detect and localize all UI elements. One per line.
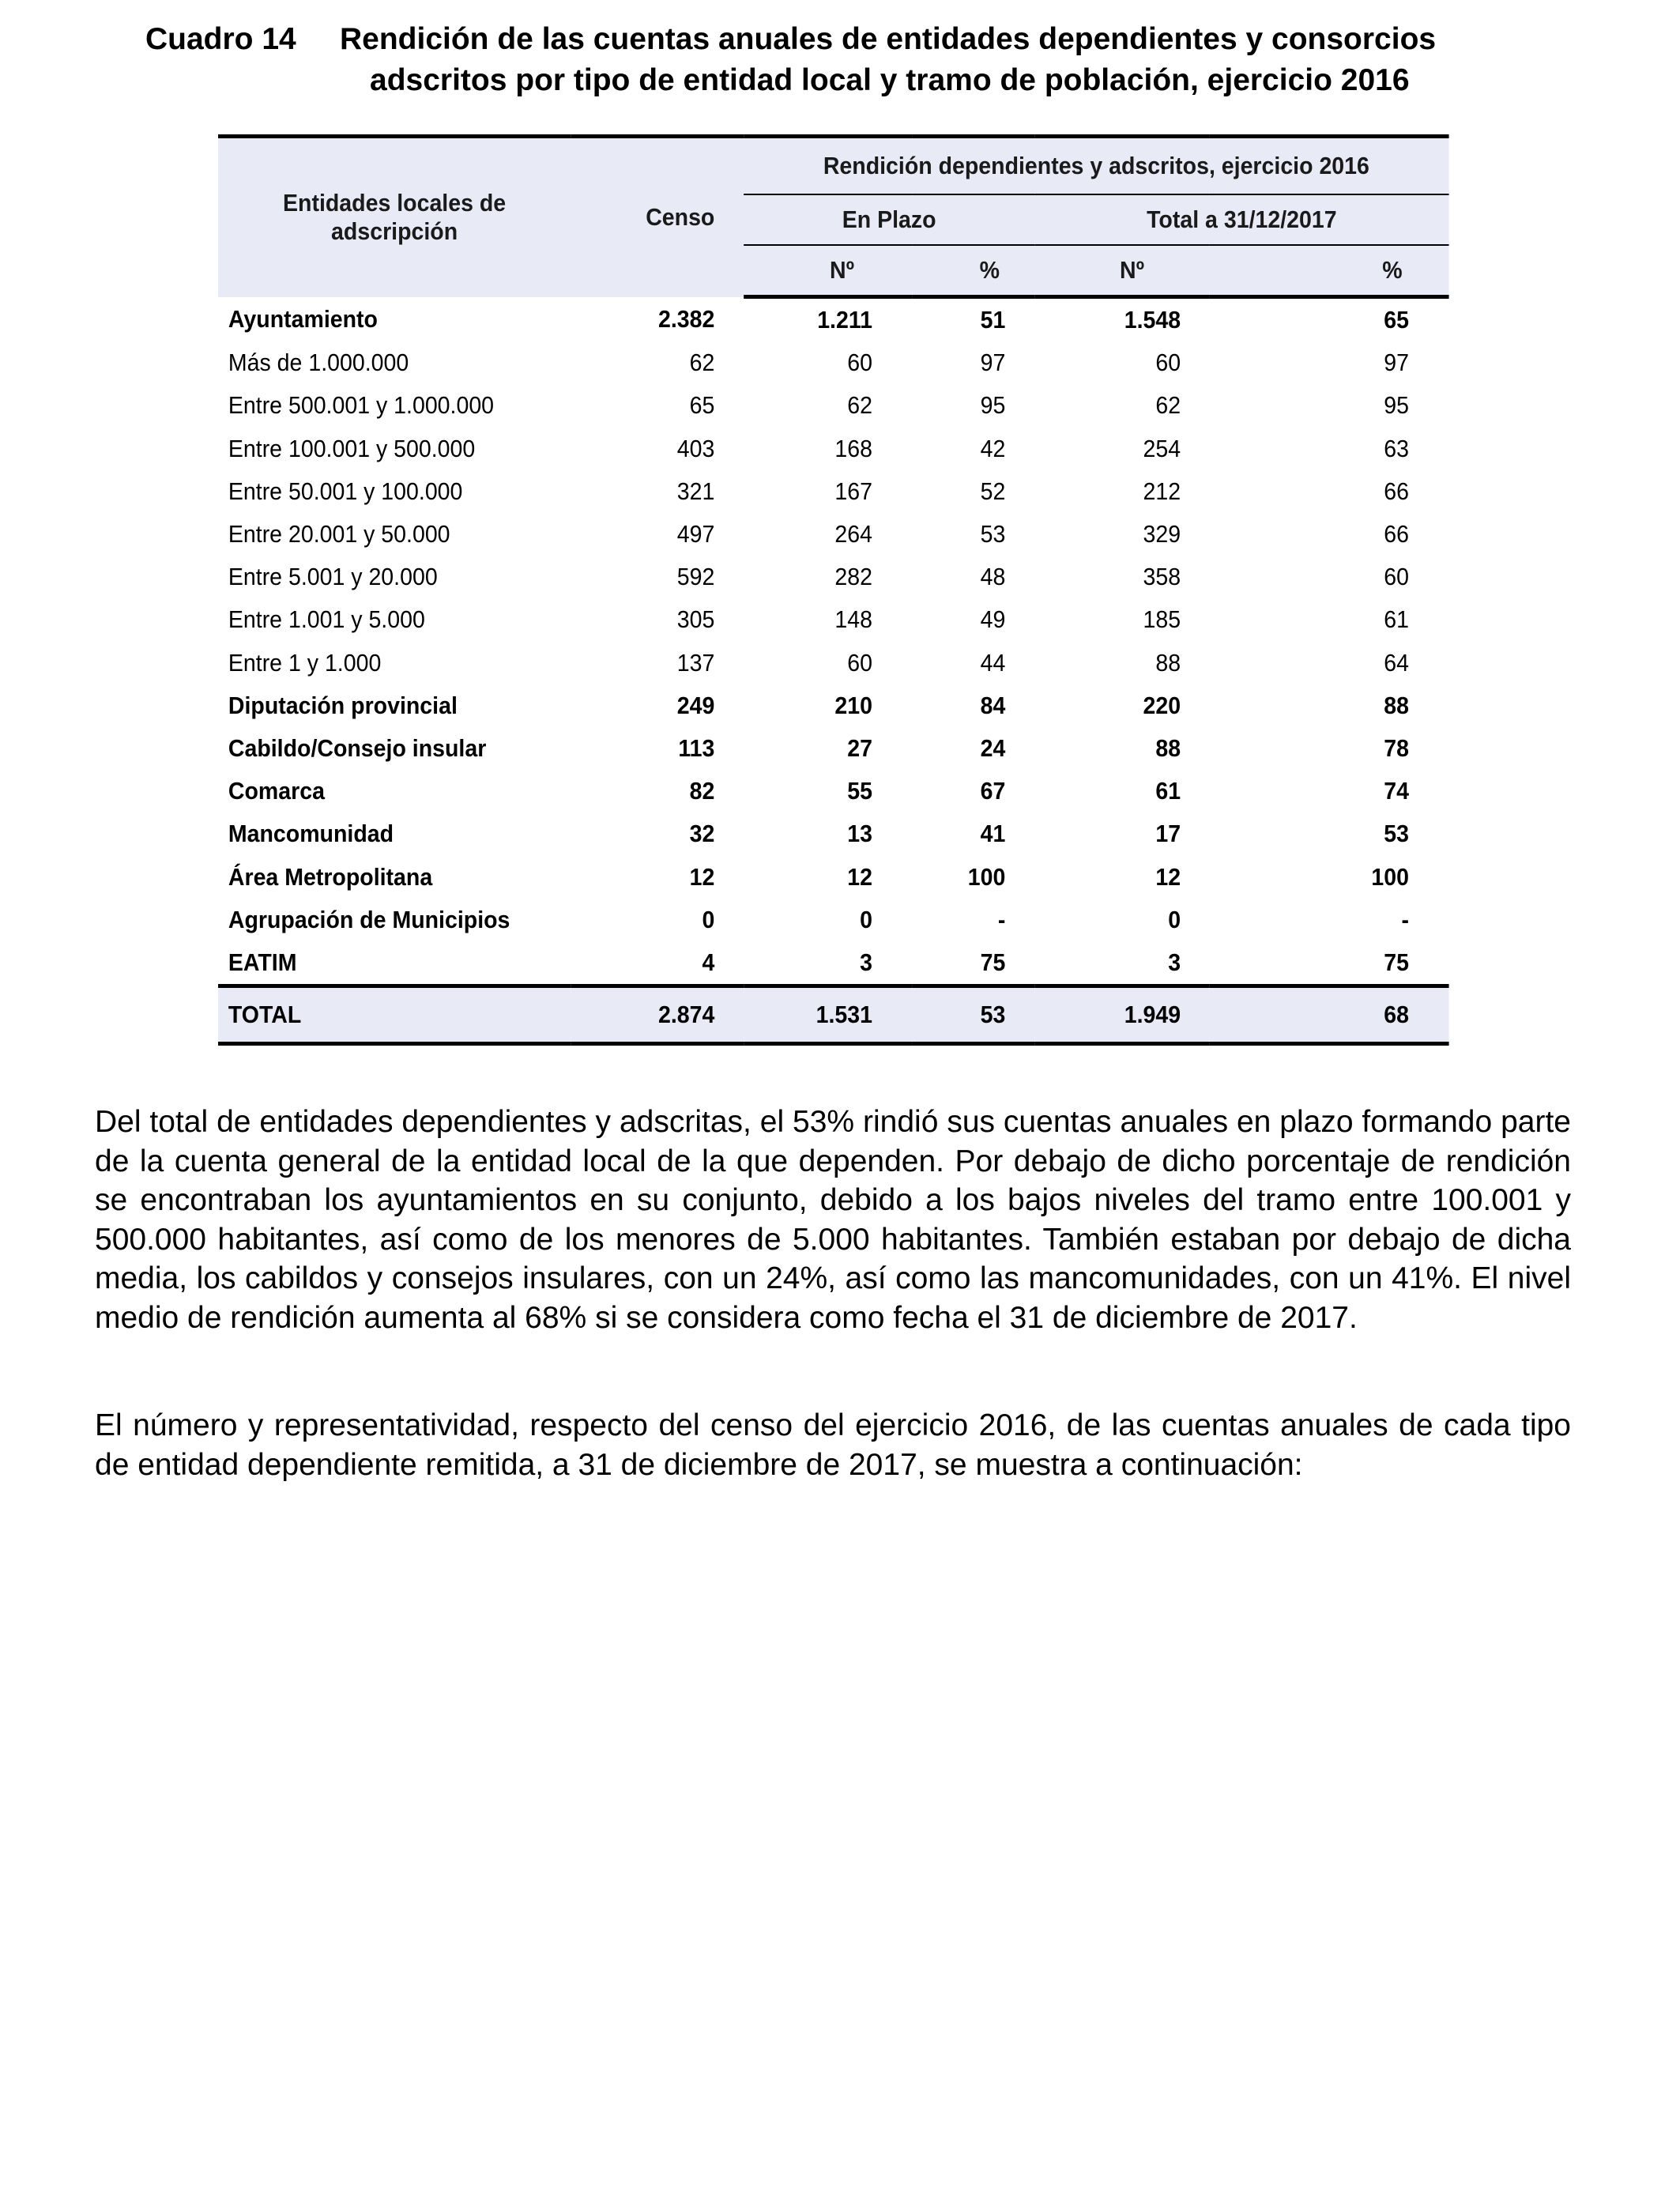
table-row: [218, 297, 1449, 342]
cell-p-plazo: 52: [980, 477, 1006, 505]
cell-censo: 249: [676, 691, 715, 719]
table-row: [218, 556, 1449, 598]
cell-censo: 321: [676, 477, 715, 505]
table-row: [218, 428, 1449, 470]
cell-censo: 12: [689, 862, 715, 891]
table-row: [218, 384, 1449, 427]
caption-line-1: [145, 19, 1568, 60]
header-censo: Censo: [571, 137, 744, 297]
header-p-total: %: [1210, 245, 1449, 297]
cell-p-plazo: 53: [980, 520, 1006, 548]
cell-p-plazo: 84: [980, 691, 1006, 719]
cell-n-total: 12: [1155, 862, 1181, 891]
total-censo: 2.874: [571, 986, 744, 1044]
cell-p-total: 60: [1384, 563, 1409, 591]
caption-label: Cuadro 14: [145, 22, 296, 56]
cell-p-total: 95: [1384, 391, 1409, 420]
table-body: [218, 297, 1449, 986]
cell-n-total: 329: [1143, 520, 1181, 548]
table-caption: [145, 19, 1568, 101]
cell-n-plazo: 60: [847, 648, 872, 677]
cell-name: Agrupación de Municipios: [228, 905, 510, 933]
cell-n-total: 220: [1143, 691, 1181, 719]
cell-n-plazo: 62: [847, 391, 872, 420]
table-row: [218, 941, 1449, 986]
cell-p-total: 75: [1384, 948, 1409, 976]
cell-p-total: 53: [1384, 820, 1409, 848]
cell-name: Diputación provincial: [228, 691, 458, 719]
table-container: [218, 134, 1449, 1046]
rendition-table: [218, 134, 1449, 1046]
cell-name: Entre 1.001 y 5.000: [228, 605, 425, 634]
header-p-plazo: %: [913, 245, 1035, 297]
cell-p-plazo: 44: [980, 648, 1006, 677]
cell-p-plazo: 24: [980, 733, 1006, 762]
cell-name: Entre 1 y 1.000: [228, 648, 382, 677]
cell-name: Entre 20.001 y 50.000: [228, 520, 450, 548]
cell-n-plazo: 12: [847, 862, 872, 891]
cell-n-total: 358: [1143, 563, 1181, 591]
cell-p-plazo: 49: [980, 605, 1006, 634]
cell-name: Entre 50.001 y 100.000: [228, 477, 463, 505]
caption-title-line-2: adscritos por tipo de entidad local y tramo de población, ejercicio 2016: [370, 63, 1410, 97]
cell-n-plazo: 282: [834, 563, 872, 591]
total-n-total: 1.949: [1034, 986, 1210, 1044]
table-row: [218, 855, 1449, 898]
cell-censo: 32: [689, 820, 715, 848]
cell-n-total: 1.548: [1124, 306, 1181, 334]
cell-n-plazo: 3: [860, 948, 872, 976]
cell-n-total: 60: [1155, 349, 1181, 377]
cell-p-total: 63: [1384, 434, 1409, 462]
cell-p-total: 61: [1384, 605, 1409, 634]
cell-p-plazo: 75: [980, 948, 1006, 976]
cell-censo: 137: [676, 648, 715, 677]
cell-censo: 62: [689, 349, 715, 377]
cell-n-plazo: 168: [834, 434, 872, 462]
header-en-plazo: En Plazo: [744, 194, 1034, 245]
cell-name: EATIM: [228, 948, 297, 976]
cell-p-total: 78: [1384, 733, 1409, 762]
table-row: [218, 341, 1449, 384]
total-n-plazo: 1.531: [744, 986, 912, 1044]
table-row: [218, 470, 1449, 513]
cell-censo: 305: [676, 605, 715, 634]
cell-n-total: 62: [1155, 391, 1181, 420]
cell-n-plazo: 167: [834, 477, 872, 505]
cell-censo: 497: [676, 520, 715, 548]
cell-censo: 4: [702, 948, 715, 976]
cell-n-total: 0: [1168, 905, 1181, 933]
cell-p-total: 66: [1384, 477, 1409, 505]
cell-censo: 65: [689, 391, 715, 420]
cell-p-plazo: 51: [980, 306, 1006, 334]
cell-name: Entre 100.001 y 500.000: [228, 434, 476, 462]
cell-n-plazo: 148: [834, 605, 872, 634]
table-row: [218, 684, 1449, 727]
cell-name: Entre 500.001 y 1.000.000: [228, 391, 495, 420]
cell-p-plazo: -: [997, 905, 1006, 933]
caption-title-line-1: Rendición de las cuentas anuales de entidades dependientes y consorcios: [340, 22, 1437, 56]
cell-n-total: 88: [1155, 648, 1181, 677]
cell-p-plazo: 41: [980, 820, 1006, 848]
cell-name: Ayuntamiento: [228, 304, 378, 333]
cell-n-total: 88: [1155, 733, 1181, 762]
cell-name: Entre 5.001 y 20.000: [228, 563, 438, 591]
cell-p-total: 65: [1384, 306, 1409, 334]
header-entity: Entidades locales de adscripción: [218, 137, 571, 297]
table-row: [218, 727, 1449, 770]
cell-name: Área Metropolitana: [228, 862, 433, 891]
table-footer: [218, 986, 1449, 1044]
cell-p-plazo: 67: [980, 777, 1006, 805]
cell-n-plazo: 13: [847, 820, 872, 848]
cell-p-total: -: [1401, 905, 1409, 933]
cell-n-plazo: 60: [847, 349, 872, 377]
cell-p-plazo: 42: [980, 434, 1006, 462]
paragraph-1: Del total de entidades dependientes y adscritas, el 53% rindió sus cuentas anuales en plazo formando parte de la cuenta general de la entidad local de la que dependen. Por debajo de dicho porcentaje de rendición se encontraban los ayuntamientos en su conjunto, debido a los bajos niveles del tramo entre 100.001 y 500.000 habitantes, así como de los menores de 5.000 habitantes. También estaban por debajo de dicha media, los cabildos y consejos insulares, con un 24%, así como las mancomunidades, con un 41%. El nivel medio de rendición aumenta al 68% si se considera como fecha el 31 de diciembre de 2017.: [95, 1105, 1571, 1335]
cell-name: Más de 1.000.000: [228, 349, 409, 377]
total-p-total: 68: [1210, 986, 1449, 1044]
table-row: [218, 770, 1449, 812]
total-label: TOTAL: [218, 986, 571, 1044]
cell-censo: 82: [689, 777, 715, 805]
cell-censo: 592: [676, 563, 715, 591]
total-p-plazo: 53: [913, 986, 1035, 1044]
cell-n-total: 185: [1143, 605, 1181, 634]
header-total-fecha: Total a 31/12/2017: [1034, 194, 1448, 245]
cell-n-plazo: 264: [834, 520, 872, 548]
cell-n-plazo: 1.211: [817, 306, 872, 334]
cell-n-plazo: 55: [847, 777, 872, 805]
cell-n-total: 61: [1155, 777, 1181, 805]
paragraph-2: El número y representatividad, respecto del censo del ejercicio 2016, de las cuentas anuales de cada tipo de entidad dependiente remitida, a 31 de diciembre de 2017, se muestra a continuación:: [95, 1408, 1571, 1482]
cell-p-plazo: 100: [967, 862, 1006, 891]
cell-censo: 2.382: [657, 304, 715, 333]
cell-p-total: 74: [1384, 777, 1409, 805]
cell-n-total: 17: [1155, 820, 1181, 848]
cell-p-plazo: 97: [980, 349, 1006, 377]
cell-n-plazo: 27: [847, 733, 872, 762]
cell-n-plazo: 0: [860, 905, 872, 933]
header-n-total: Nº: [1034, 245, 1210, 297]
header-n-plazo: Nº: [744, 245, 912, 297]
table-row: [218, 812, 1449, 855]
total-row: [218, 986, 1449, 1044]
cell-name: Comarca: [228, 777, 325, 805]
cell-n-plazo: 210: [834, 691, 872, 719]
cell-p-plazo: 95: [980, 391, 1006, 420]
cell-name: Cabildo/Consejo insular: [228, 733, 487, 762]
cell-censo: 403: [676, 434, 715, 462]
cell-p-total: 97: [1384, 349, 1409, 377]
cell-p-total: 88: [1384, 691, 1409, 719]
header-group: Rendición dependientes y adscritos, ejercicio 2016: [744, 137, 1448, 195]
cell-p-total: 64: [1384, 648, 1409, 677]
cell-censo: 113: [678, 733, 715, 762]
cell-n-total: 254: [1143, 434, 1181, 462]
table-row: [218, 598, 1449, 641]
cell-p-plazo: 48: [980, 563, 1006, 591]
cell-n-total: 212: [1143, 477, 1181, 505]
table-row: [218, 899, 1449, 941]
cell-censo: 0: [702, 905, 715, 933]
cell-p-total: 100: [1371, 862, 1409, 891]
table-header: [218, 137, 1449, 297]
cell-name: Mancomunidad: [228, 820, 394, 848]
cell-p-total: 66: [1384, 520, 1409, 548]
cell-n-total: 3: [1168, 948, 1181, 976]
table-row: [218, 642, 1449, 684]
table-row: [218, 513, 1449, 556]
